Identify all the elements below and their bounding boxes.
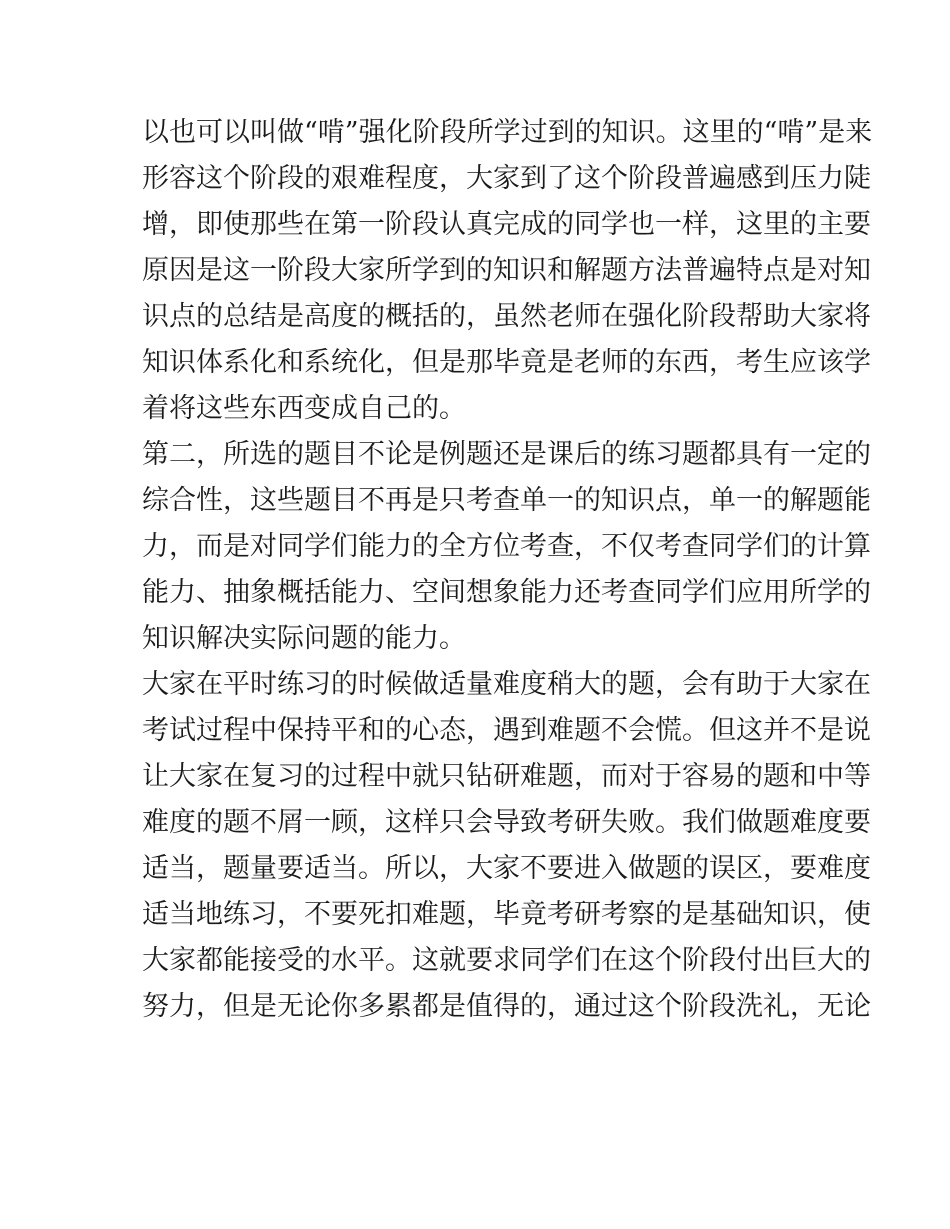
text-line: 大家都能接受的水平。这就要求同学们在这个阶段付出巨大的 <box>142 945 871 976</box>
text-line: 大家在平时练习的时候做适量难度稍大的题，会有助于大家在 <box>142 669 871 700</box>
text-line: 识点的总结是高度的概括的，虽然老师在强化阶段帮助大家将 <box>142 301 871 332</box>
text-line: 适当，题量要适当。所以，大家不要进入做题的误区，要难度 <box>142 853 871 884</box>
text-line: 原因是这一阶段大家所学到的知识和解题方法普遍特点是对知 <box>142 255 871 286</box>
text-line: 综合性，这些题目不再是只考查单一的知识点，单一的解题能 <box>142 485 871 516</box>
text-line: 以也可以叫做“啃”强化阶段所学过到的知识。这里的“啃”是来 <box>142 117 873 148</box>
text-line: 着将这些东西变成自己的。 <box>142 393 466 424</box>
body-text <box>142 110 873 1030</box>
text-line: 考试过程中保持平和的心态，遇到难题不会慌。但这并不是说 <box>142 715 871 746</box>
text-line: 形容这个阶段的艰难程度，大家到了这个阶段普遍感到压力陡 <box>142 163 871 194</box>
text-line: 第二，所选的题目不论是例题还是课后的练习题都具有一定的 <box>142 439 871 470</box>
text-line: 知识解决实际问题的能力。 <box>142 623 466 654</box>
text-line: 让大家在复习的过程中就只钻研难题，而对于容易的题和中等 <box>142 761 871 792</box>
text-line: 增，即使那些在第一阶段认真完成的同学也一样，这里的主要 <box>142 209 871 240</box>
text-line: 适当地练习，不要死扣难题，毕竟考研考察的是基础知识，使 <box>142 899 871 930</box>
text-line: 能力、抽象概括能力、空间想象能力还考查同学们应用所学的 <box>142 577 871 608</box>
text-line: 努力，但是无论你多累都是值得的，通过这个阶段洗礼，无论 <box>142 991 871 1022</box>
text-line: 知识体系化和系统化，但是那毕竟是老师的东西，考生应该学 <box>142 347 871 378</box>
text-line: 难度的题不屑一顾，这样只会导致考研失败。我们做题难度要 <box>142 807 871 838</box>
text-line: 力，而是对同学们能力的全方位考查，不仅考查同学们的计算 <box>142 531 871 562</box>
